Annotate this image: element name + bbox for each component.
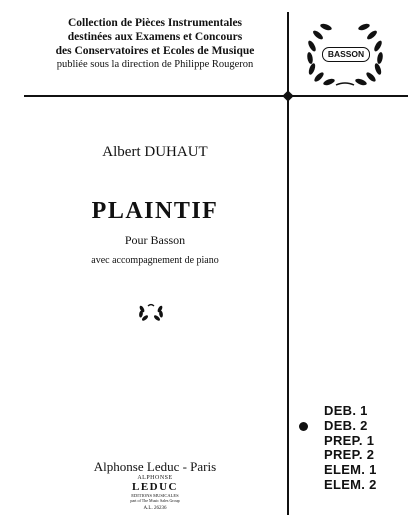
- instrument-line: Pour Basson: [124, 233, 186, 247]
- level-label: DEB. 1: [324, 403, 368, 418]
- rule-intersection-ornament: [282, 90, 293, 101]
- instrument-badge-label: BASSON: [322, 47, 370, 62]
- level-item: [297, 448, 387, 463]
- publisher-logo: [125, 475, 185, 503]
- level-item: [297, 434, 387, 449]
- level-label: DEB. 2: [324, 417, 368, 433]
- logo-line: LEDUC: [131, 481, 178, 493]
- vertical-rule: [287, 12, 289, 515]
- collection-line: Collection de Pièces Instrumentales: [67, 17, 243, 29]
- level-label: ELEM. 2: [324, 476, 377, 492]
- level-item: [297, 463, 387, 478]
- publisher-name: Alphonse Leduc - Paris: [93, 459, 217, 474]
- level-label: ELEM. 1: [324, 462, 377, 478]
- collection-line: destinées aux Examens et Concours: [67, 31, 243, 43]
- selected-bullet-icon: [299, 422, 308, 431]
- logo-line: EDITIONS MUSICALES: [131, 493, 179, 498]
- level-item-selected: [297, 419, 387, 434]
- wreath-ornament-icon: [136, 301, 166, 321]
- collection-header: [30, 16, 280, 72]
- instrument-badge: [300, 18, 390, 88]
- accompaniment-line: avec accompagnement de piano: [91, 255, 219, 266]
- piece-title: PLAINTIF: [91, 198, 219, 224]
- catalog-number: A.L. 26236: [143, 506, 167, 511]
- author-name: Albert DUHAUT: [102, 144, 208, 160]
- collection-direction: publiée sous la direction de Philippe Rougeron: [56, 59, 254, 70]
- logo-line: part of The Music Sales Group: [130, 498, 180, 503]
- level-label: PREP. 1: [324, 432, 375, 448]
- level-label: PREP. 2: [324, 447, 375, 463]
- level-item: [297, 404, 387, 419]
- logo-line: ALPHONSE: [137, 475, 173, 481]
- collection-line: des Conservatoires et Ecoles de Musique: [55, 45, 255, 57]
- level-item: [297, 478, 387, 493]
- horizontal-rule: [24, 95, 408, 97]
- level-list: [297, 404, 387, 493]
